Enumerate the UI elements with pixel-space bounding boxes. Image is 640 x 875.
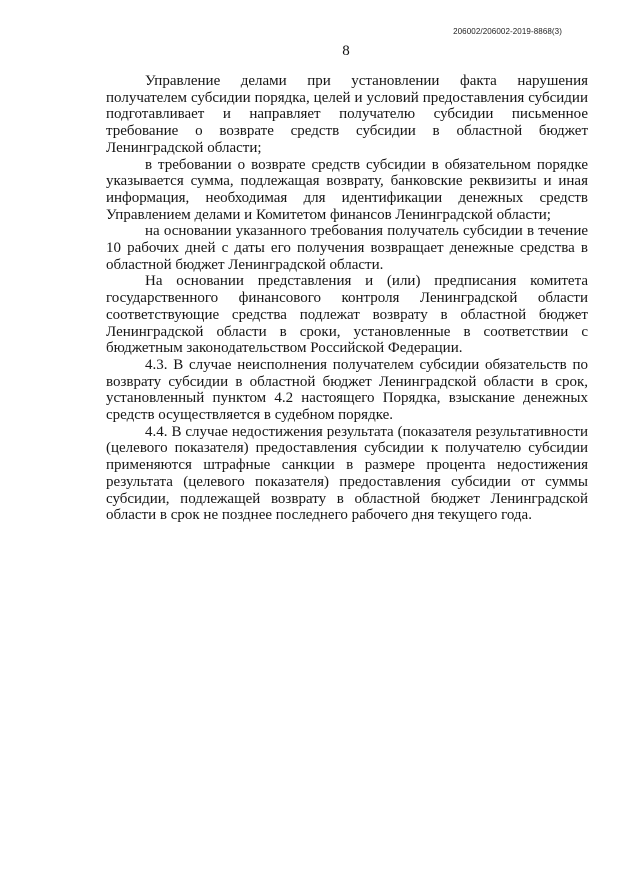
paragraph: 4.4. В случае недостижения результата (показателя результативности (целевого показателя) предоставления субсидии к получателю субсидии применяются штрафные санкции в размере процента недостижения результата (целевого показателя) предоставления субсидии от суммы субсидии, подлежащей возврату в областной бюджет Ленинградской области в срок не позднее последнего рабочего дня текущего года. bbox=[106, 423, 588, 524]
paragraph: на основании указанного требования получатель субсидии в течение 10 рабочих дней с даты его получения возвращает денежные средства в областной бюджет Ленинградской области. bbox=[106, 223, 588, 273]
paragraph: На основании представления и (или) предписания комитета государственного финансового контроля Ленинградской области соответствующие средства подлежат возврату в областной бюджет Ленинградской области в сроки, установленные в соответствии с бюджетным законодательством Российской Федерации. bbox=[106, 273, 588, 357]
paragraph: 4.3. В случае неисполнения получателем субсидии обязательств по возврату субсидии в областной бюджет Ленинградской области в срок, установленный пунктом 4.2 настоящего Порядка, взыскание денежных средств осуществляется в судебном порядке. bbox=[106, 356, 588, 424]
document-body bbox=[106, 73, 588, 524]
paragraph: Управление делами при установлении факта нарушения получателем субсидии порядка, целей и условий предоставления субсидии подготавливает и направляет получателю субсидии письменное требование о возврате средств субсидии в областной бюджет Ленинградской области; bbox=[106, 73, 588, 156]
document-id: 206002/206002-2019-8868(3) bbox=[453, 27, 562, 36]
paragraph: в требовании о возврате средств субсидии в обязательном порядке указывается сумма, подлежащая возврату, банковские реквизиты и иная информация, необходимая для идентификации денежных средств Управлением делами и Комитетом финансов Ленинградской области; bbox=[106, 156, 588, 223]
page-number: 8 bbox=[342, 43, 350, 59]
